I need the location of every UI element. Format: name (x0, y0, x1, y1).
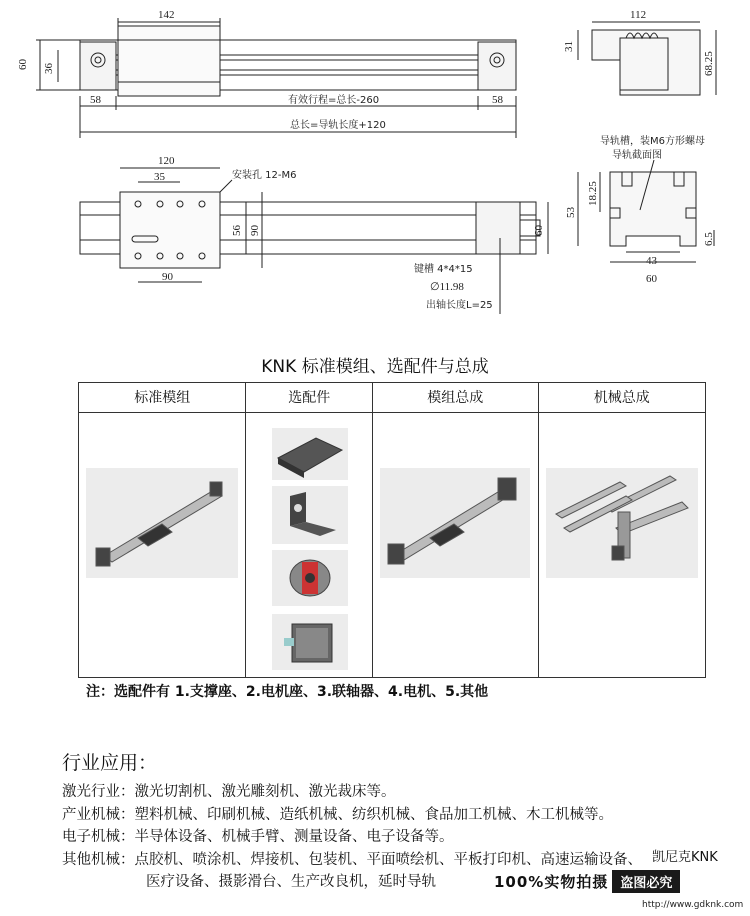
shaft-diameter-label: ∅11.98 (430, 281, 464, 293)
dim-58-left: 58 (90, 94, 101, 106)
app-text-industrial: 塑料机械、印刷机械、造纸机械、纺织机械、食品加工机械、木工机械等。 (134, 806, 613, 823)
header-accessories: 选配件 (246, 383, 372, 413)
dim-58-right: 58 (492, 94, 503, 106)
rail-slot-label: 导轨槽，装M6方形螺母 (600, 136, 705, 147)
carriage-top-view (118, 26, 220, 96)
section-title: KNK 标准模组、选配件与总成 (261, 357, 489, 377)
app-row-other (62, 849, 642, 872)
mechanical-assembly-image (546, 468, 698, 578)
app-row-laser (62, 781, 642, 804)
dim-90-vertical: 90 (249, 225, 261, 236)
brand-watermark: 凯尼克KNK (652, 850, 718, 865)
support-seat-image (272, 428, 348, 480)
website-url: http://www.gdknk.com (642, 900, 744, 910)
header-module-assembly: 模组总成 (373, 383, 537, 413)
keyway-label: 键槽 4*4*15 (414, 264, 473, 275)
app-text-other: 点胶机、喷涂机、焊接机、包装机、平面喷绘机、平板打印机、高速运输设备、 (134, 851, 642, 868)
dim-90-horizontal: 90 (162, 271, 173, 283)
module-assembly-image (380, 468, 530, 578)
dim-68-25: 68.25 (703, 51, 715, 76)
dim-18-25: 18.25 (587, 181, 599, 206)
dim-142: 142 (158, 9, 175, 21)
app-label-other: 其他机械： (62, 851, 135, 868)
app-row-electronic (62, 826, 642, 849)
dim-31: 31 (563, 41, 575, 52)
section-view (610, 172, 696, 246)
dim-35: 35 (154, 171, 165, 183)
dim-36: 36 (43, 63, 55, 74)
mount-holes-label: 安装孔 12-M6 (232, 170, 297, 181)
app-text-electronic: 半导体设备、机械手臂、测量设备、电子设备等。 (134, 829, 454, 845)
app-row-industrial (62, 804, 642, 827)
header-mechanical-assembly: 机械总成 (539, 383, 705, 413)
dim-120: 120 (158, 155, 175, 167)
side-view (592, 30, 700, 95)
dim-112: 112 (630, 9, 647, 21)
dim-53: 53 (565, 207, 577, 218)
photo-watermark (494, 870, 680, 892)
app-text-laser: 激光切割机、激光雕刻机、激光裁床等。 (134, 784, 396, 800)
column-standard-module (79, 383, 246, 677)
rail-section-label: 导轨截面图 (612, 150, 662, 161)
dim-60-plan: 60 (533, 225, 545, 236)
technical-drawing (0, 0, 750, 335)
effective-stroke-label: 有效行程=总长-260 (288, 95, 380, 106)
dim-43: 43 (646, 255, 657, 267)
app-label-electronic: 电子机械： (62, 829, 135, 845)
total-length-label: 总长=导轨长度+120 (290, 120, 386, 131)
dim-56: 56 (231, 225, 243, 236)
app-label-laser: 激光行业： (62, 784, 135, 800)
shaft-length-label: 出轴长度L=25 (426, 300, 493, 311)
column-mechanical-assembly (539, 383, 705, 677)
dim-60-top: 60 (17, 59, 29, 70)
column-module-assembly (373, 383, 538, 677)
accessories-note: 注：选配件有 1.支撑座、2.电机座、3.联轴器、4.电机、5.其他 (86, 684, 489, 700)
header-standard-module: 标准模组 (79, 383, 245, 413)
motor-image (272, 614, 348, 670)
standard-module-image (86, 468, 238, 578)
coupling-image (272, 550, 348, 606)
product-table (78, 382, 706, 678)
dim-60-section: 60 (646, 273, 657, 285)
no-stealing-badge: 盗图必究 (612, 870, 680, 893)
app-label-industrial: 产业机械： (62, 806, 135, 823)
motor-seat-image (272, 486, 348, 544)
dim-6-5: 6.5 (703, 232, 715, 246)
applications-title: 行业应用： (62, 752, 158, 774)
column-accessories (246, 383, 373, 677)
app-row-other-cont: 医疗设备、摄影滑台、生产改良机，延时导轨 (146, 874, 436, 890)
real-photo-label: 100%实物拍摄 (494, 872, 609, 891)
